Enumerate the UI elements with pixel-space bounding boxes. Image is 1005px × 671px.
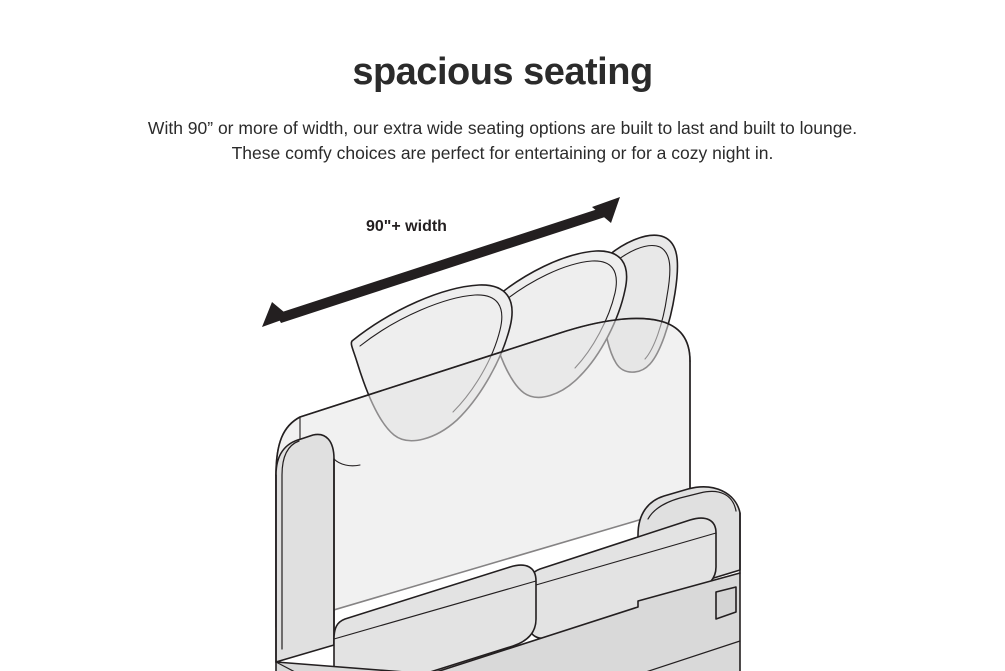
subtitle-line-1: With 90” or more of width, our extra wide seating options are built to last and built to lounge. [147, 118, 858, 138]
page-title: spacious seating [352, 51, 653, 93]
subtitle-line-2: These comfy choices are perfect for entertaining or for a cozy night in. [231, 143, 774, 164]
sofa-left-arm [276, 434, 334, 662]
sofa-line-drawing [0, 175, 1005, 671]
dimension-label: 90"+ width [366, 218, 447, 235]
subtitle-block [0, 116, 1005, 167]
sofa-illustration [0, 175, 1005, 671]
